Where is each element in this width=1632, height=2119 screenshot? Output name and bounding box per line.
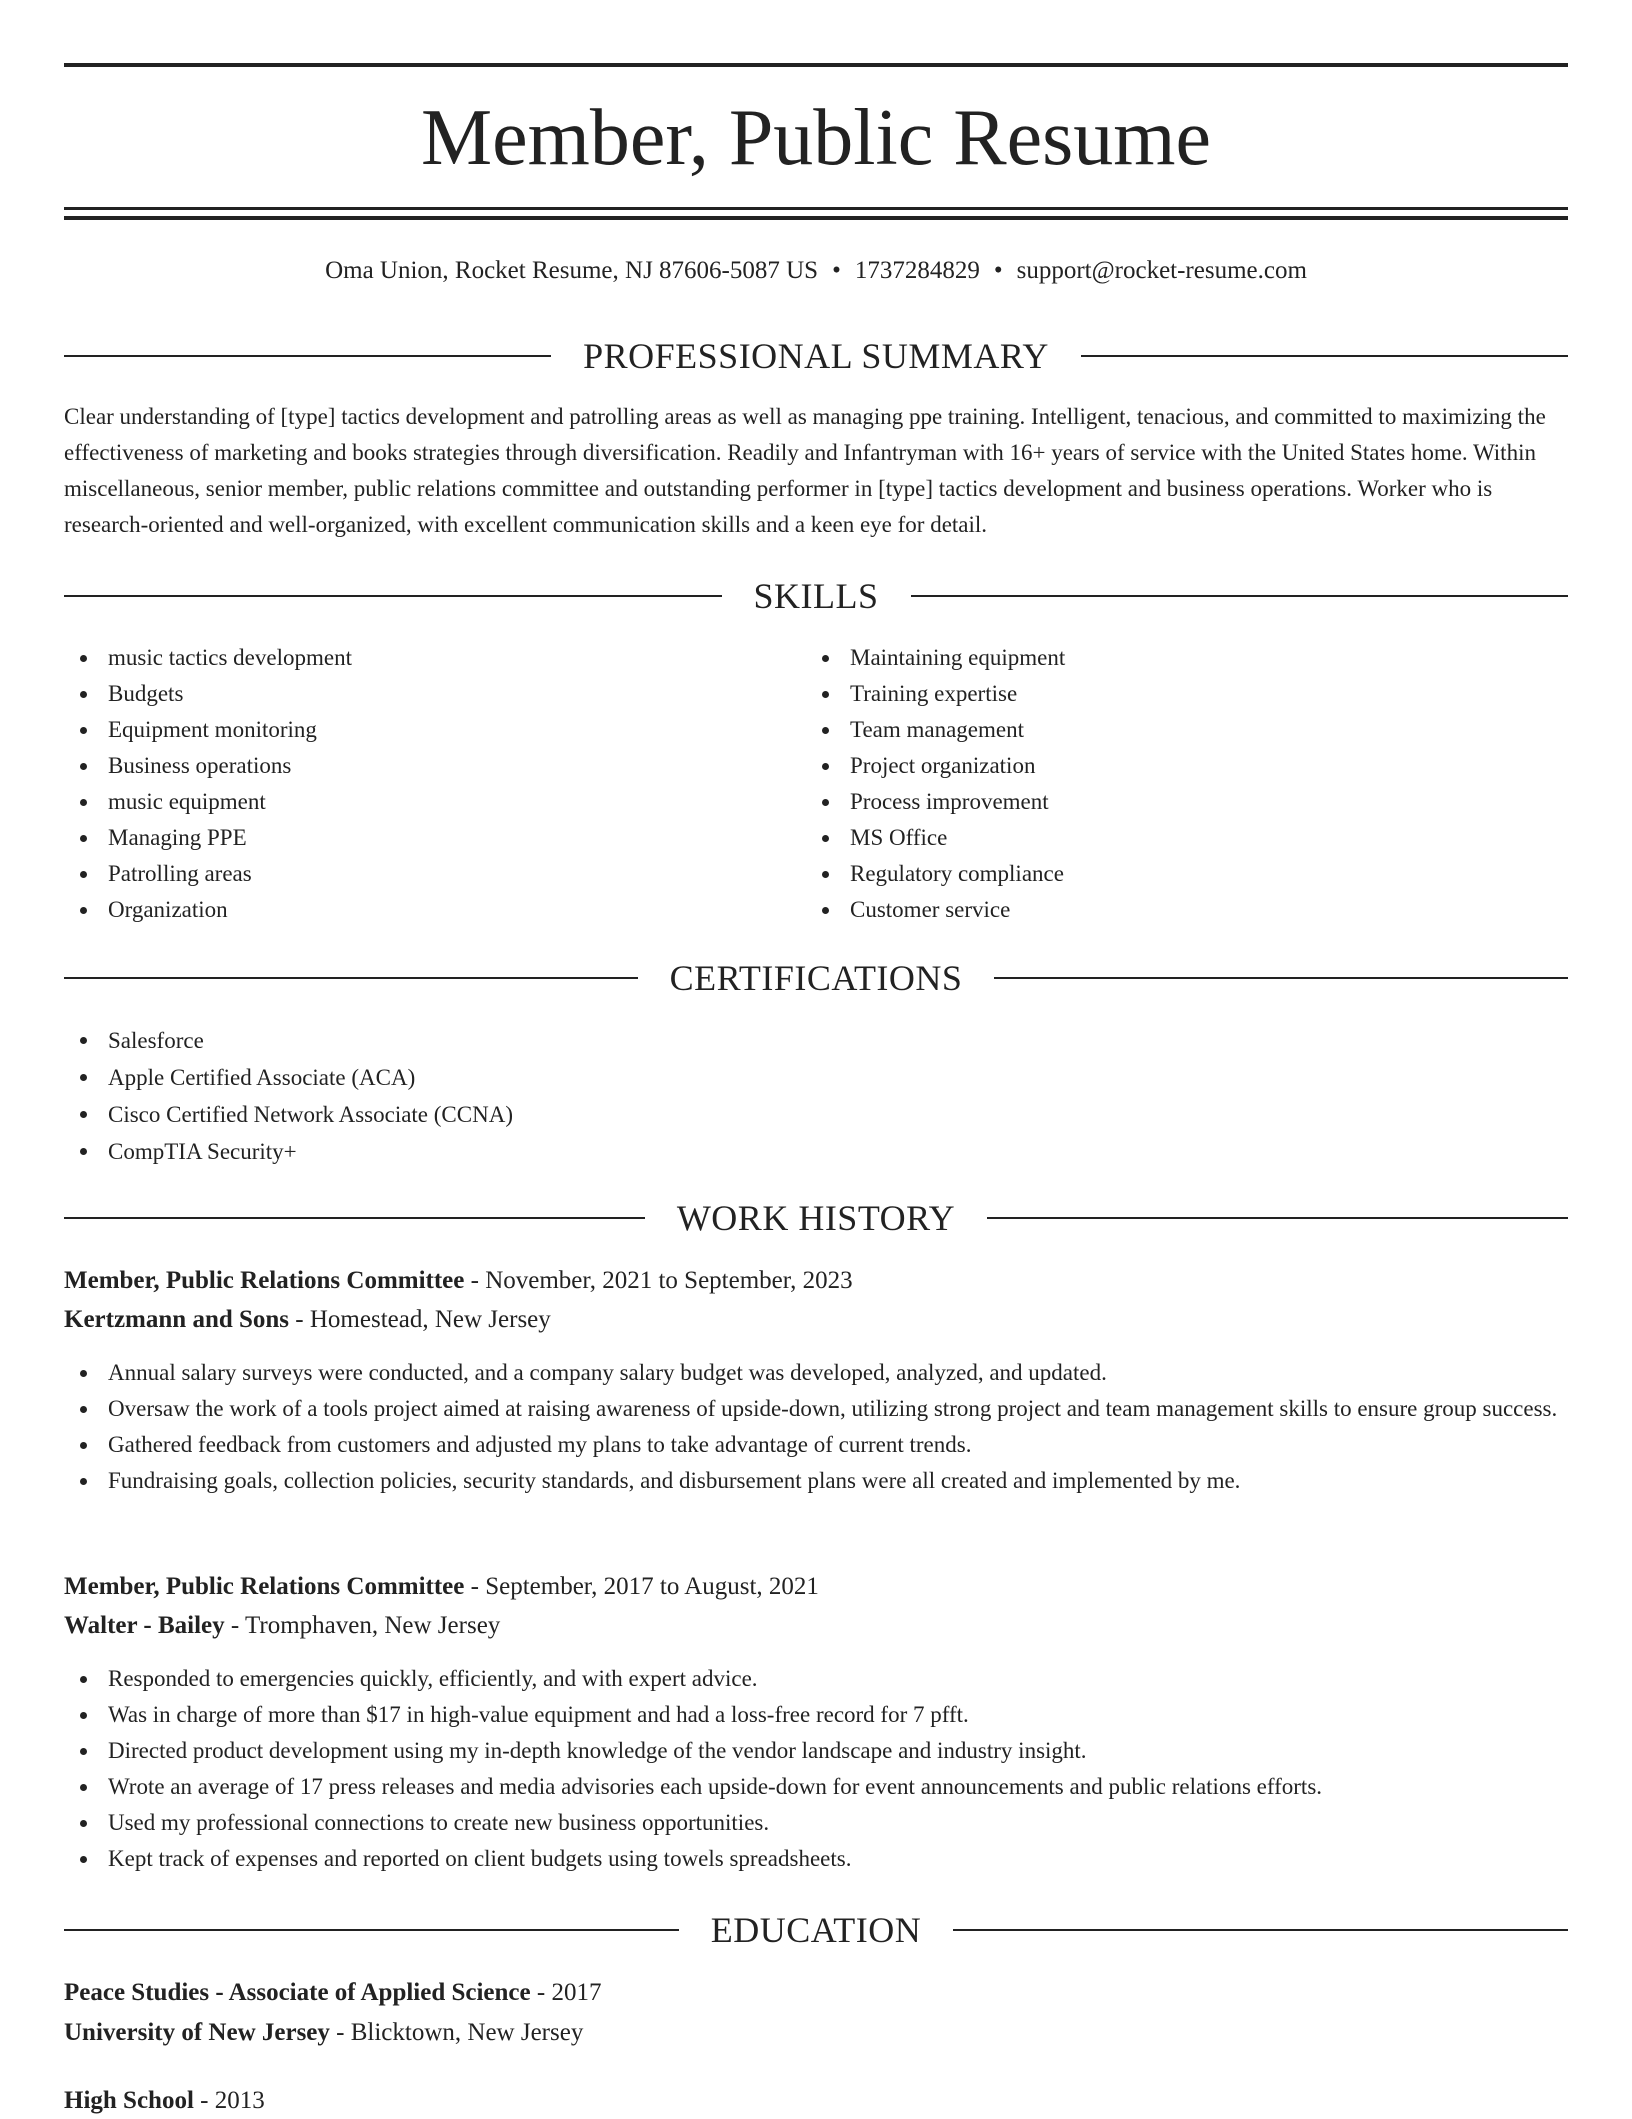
job-bullet: Kept track of expenses and reported on client budgets using towels spreadsheets. [64,1841,1568,1877]
skill-item: Organization [64,892,764,928]
skill-item: Equipment monitoring [64,712,764,748]
section-title-certifications: CERTIFICATIONS [669,958,963,998]
job-bullet: Gathered feedback from customers and adjusted my plans to take advantage of current trends. [64,1427,1568,1463]
section-rule [1081,355,1568,357]
section-rule [994,977,1568,979]
job-title-line [64,1263,1568,1299]
job-company: Walter - Bailey [64,1612,225,1639]
section-rule [987,1217,1568,1219]
contact-phone: 1737284829 [854,257,980,284]
job-dates: - September, 2017 to August, 2021 [464,1573,819,1600]
section-rule [953,1929,1568,1931]
job-company-line [64,1302,1568,1338]
summary-text: Clear understanding of [type] tactics development and patrolling areas as well as managing ppe training. Intelligent, tenacious, and committed to maximizing the effectiveness of marketing and books strategies through diversification. Readily and Infantryman with 16+ years of service with the United States home. Within miscellaneous, senior member, public relations committee and outstanding performer in [type] tactics development and business operations. Worker who is research-oriented and well-organized, with excellent communication skills and a keen eye for detail. [64,404,1546,537]
certifications-list [64,1022,1568,1170]
certification-item: CompTIA Security+ [64,1133,1568,1170]
skill-item: Team management [806,712,1506,748]
job-dates: - November, 2021 to September, 2023 [464,1267,853,1294]
skill-item: Managing PPE [64,820,764,856]
education-school: University of New Jersey [64,2019,330,2046]
section-rule [64,1217,645,1219]
education-school-line [64,2015,1568,2051]
job-location: - Homestead, New Jersey [289,1306,551,1333]
job-location: - Tromphaven, New Jersey [224,1612,501,1639]
education-degree-line [64,1975,1568,2011]
section-title-skills: SKILLS [753,576,879,616]
header-double-rule-lower [64,216,1568,220]
certification-item: Salesforce [64,1022,1568,1059]
section-header-summary [64,334,1568,378]
skill-item: Process improvement [806,784,1506,820]
header-top-rule [64,63,1568,67]
job-bullet: Responded to emergencies quickly, efficiently, and with expert advice. [64,1661,1568,1697]
job-title: Member, Public Relations Committee [64,1267,465,1294]
education-degree: Peace Studies - Associate of Applied Science [64,1979,531,2006]
section-rule [64,1929,679,1931]
contact-email: support@rocket-resume.com [1016,257,1307,284]
resume-name: Member, Public Resume [421,94,1211,182]
skill-item: Regulatory compliance [806,856,1506,892]
skill-item: Maintaining equipment [806,640,1506,676]
job-bullet: Was in charge of more than $17 in high-value equipment and had a loss-free record for 7 pfft. [64,1697,1568,1733]
skill-item: Project organization [806,748,1506,784]
header-double-rule-upper [64,207,1568,210]
job-bullet: Annual salary surveys were conducted, and a company salary budget was developed, analyzed, and updated. [64,1355,1568,1391]
skills-list-right [806,640,1506,928]
section-rule [64,977,638,979]
education-degree-line [64,2083,1568,2119]
job-bullet: Wrote an average of 17 press releases and media advisories each upside-down for event announcements and public relations efforts. [64,1769,1568,1805]
section-header-certifications [64,956,1568,1000]
job-company-line [64,1608,1568,1644]
section-rule [64,595,722,597]
job-company: Kertzmann and Sons [64,1306,290,1333]
skill-item: music equipment [64,784,764,820]
job-bullets [64,1661,1568,1877]
job-bullets [64,1355,1568,1499]
skill-item: Budgets [64,676,764,712]
certification-item: Cisco Certified Network Associate (CCNA) [64,1096,1568,1133]
education-year: - 2013 [193,2087,265,2114]
section-header-work-history [64,1196,1568,1240]
section-title-summary: PROFESSIONAL SUMMARY [583,336,1049,376]
education-location: - Blicktown, New Jersey [329,2019,584,2046]
section-header-education [64,1908,1568,1952]
skill-item: Customer service [806,892,1506,928]
skills-list-left [64,640,764,928]
skill-item: Business operations [64,748,764,784]
skill-item: Patrolling areas [64,856,764,892]
job-title-line [64,1569,1568,1605]
contact-address: Oma Union, Rocket Resume, NJ 87606-5087 US [325,257,819,284]
section-rule [911,595,1569,597]
certification-item: Apple Certified Associate (ACA) [64,1059,1568,1096]
section-rule [64,355,551,357]
section-header-skills [64,574,1568,618]
job-bullet: Used my professional connections to create new business opportunities. [64,1805,1568,1841]
job-title: Member, Public Relations Committee [64,1573,465,1600]
job-bullet: Oversaw the work of a tools project aimed at raising awareness of upside-down, utilizing strong project and team management skills to ensure group success. [64,1391,1568,1427]
skill-item: Training expertise [806,676,1506,712]
skill-item: music tactics development [64,640,764,676]
contact-separator: • [832,257,841,284]
job-bullet: Fundraising goals, collection policies, security standards, and disbursement plans were all created and implemented by me. [64,1463,1568,1499]
section-title-education: EDUCATION [710,1910,922,1950]
section-title-work-history: WORK HISTORY [676,1198,956,1238]
contact-line [64,254,1568,288]
education-degree: High School [64,2087,194,2114]
education-year: - 2017 [530,1979,602,2006]
skill-item: MS Office [806,820,1506,856]
contact-separator: • [993,257,1003,284]
job-bullet: Directed product development using my in-depth knowledge of the vendor landscape and industry insight. [64,1733,1568,1769]
